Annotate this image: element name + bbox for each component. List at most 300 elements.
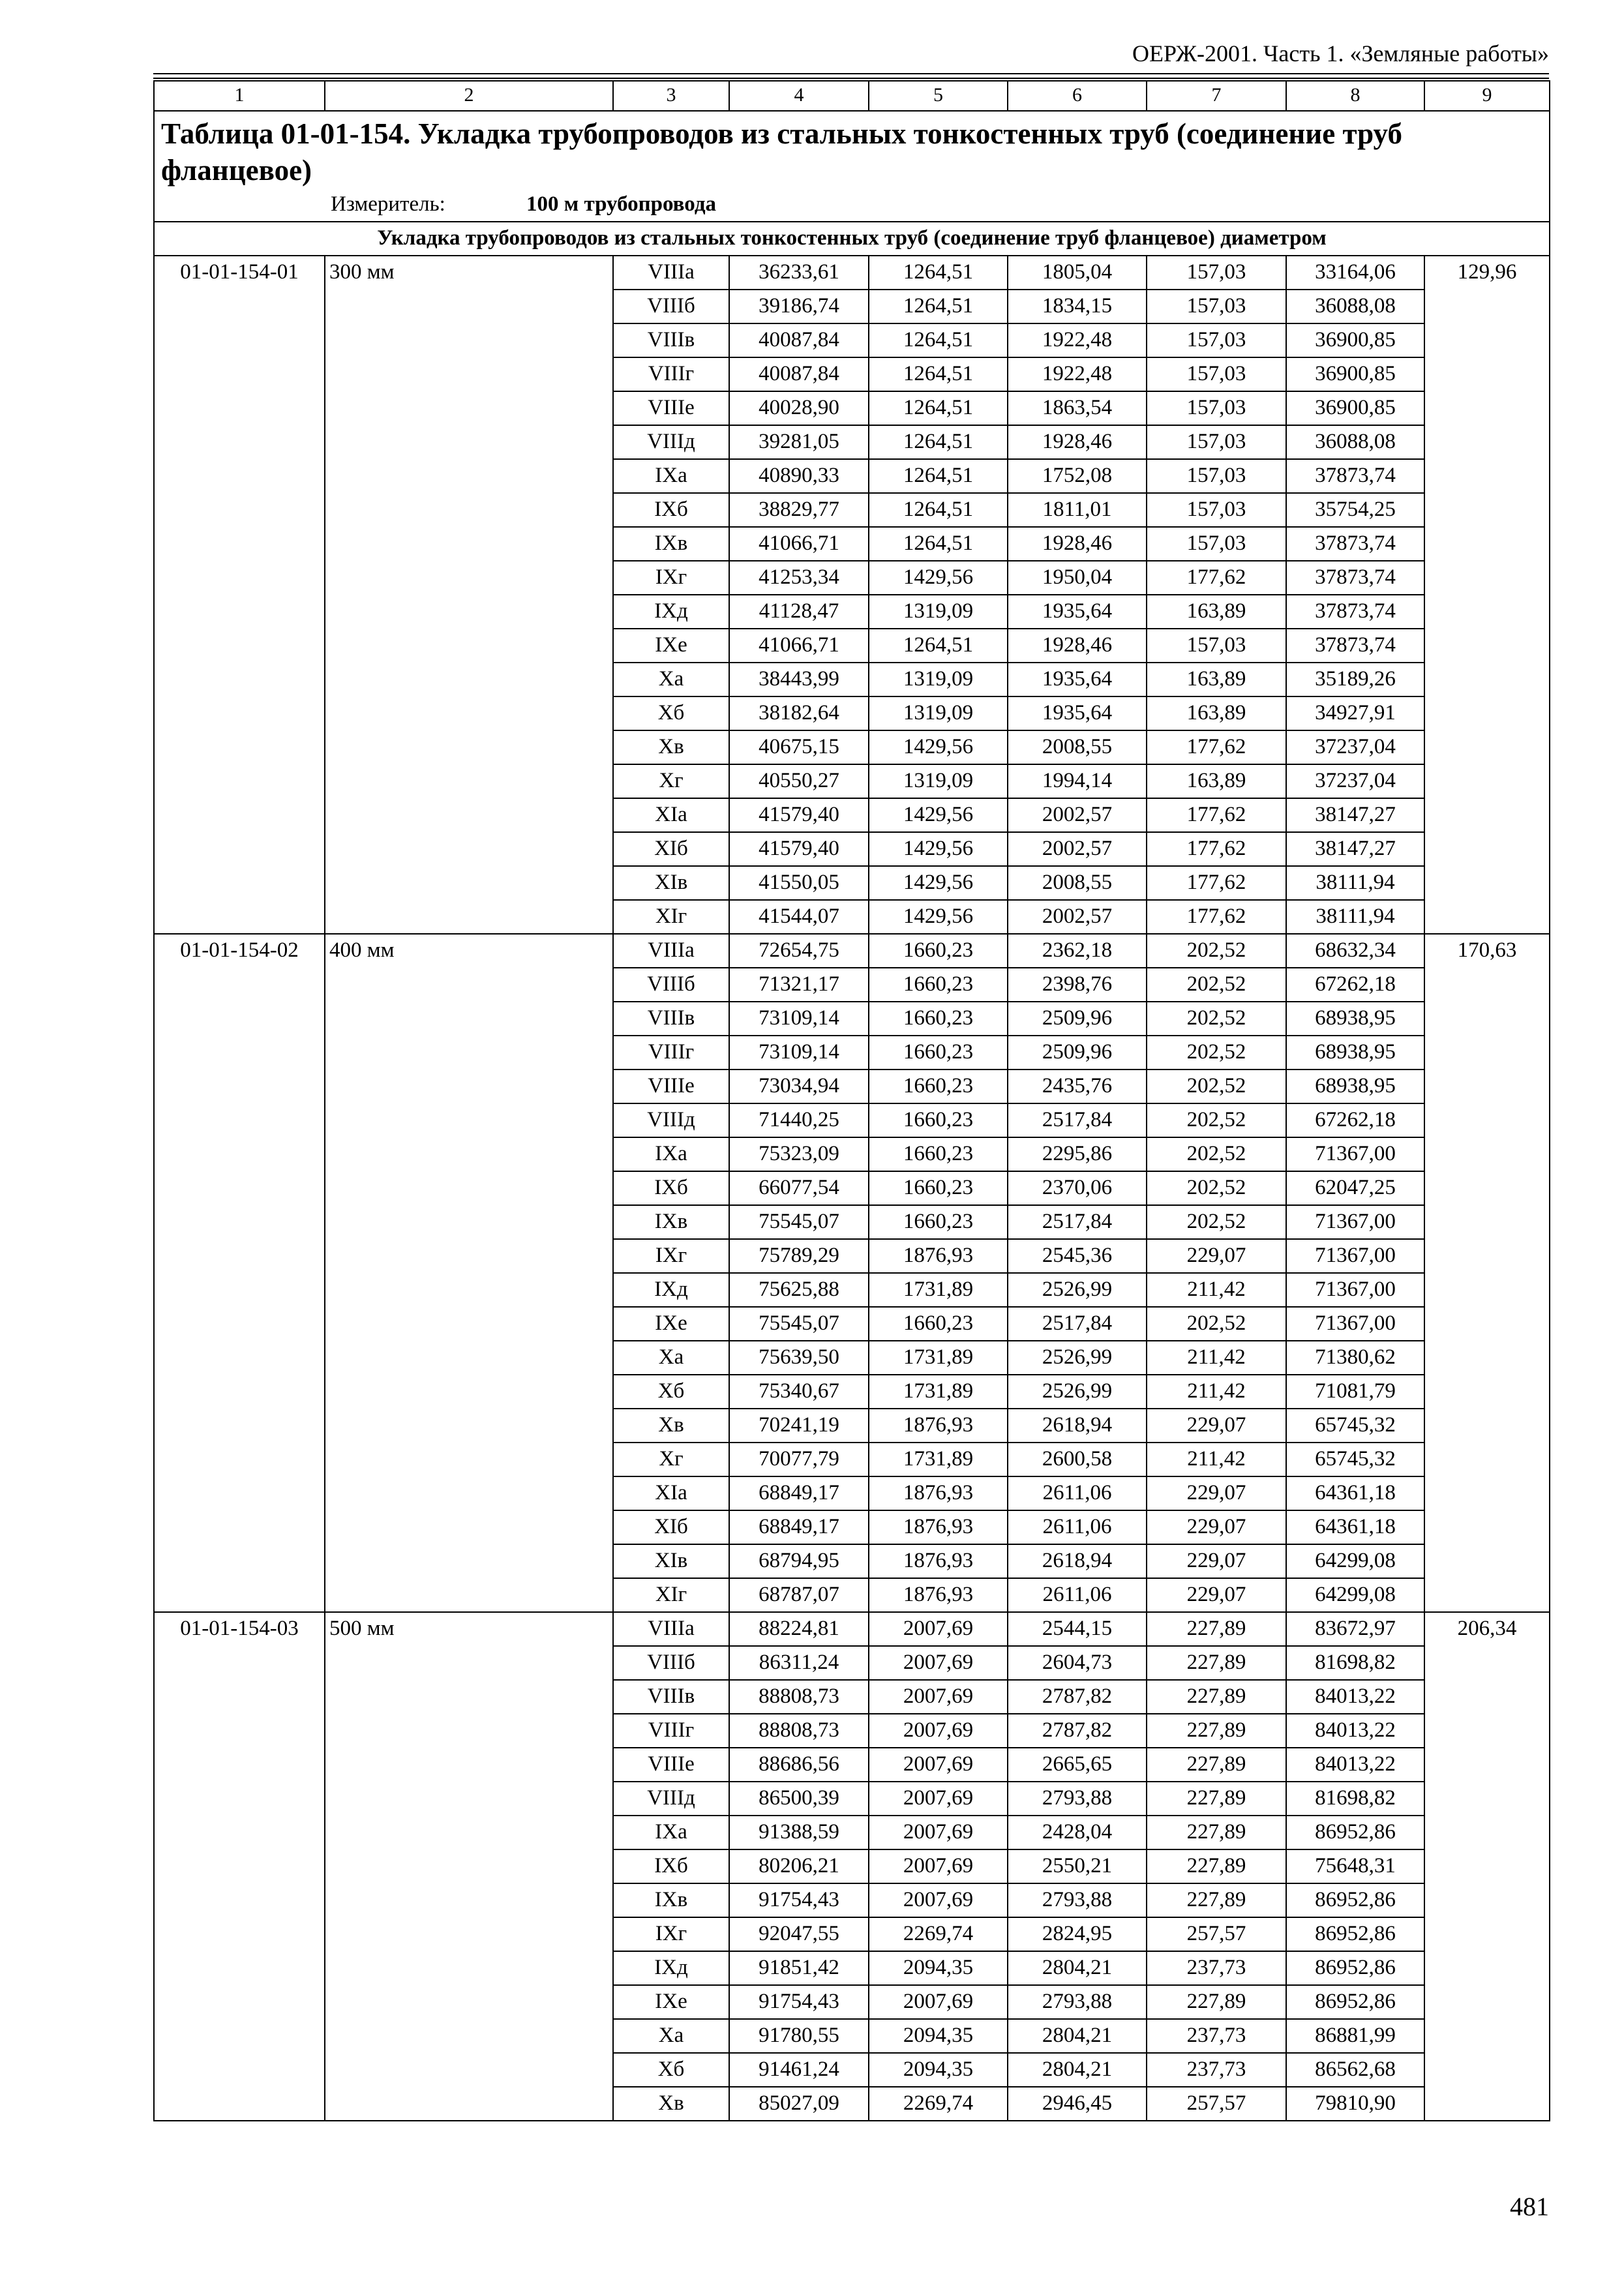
pipe-diameter: [325, 1476, 613, 1510]
total-cost: 73034,94: [729, 1070, 869, 1103]
rate-code: [154, 1137, 325, 1171]
wages: 1660,23: [869, 1036, 1008, 1070]
pipe-diameter: [325, 323, 613, 357]
zone: IXг: [613, 561, 729, 595]
machinist-wages: 211,42: [1147, 1341, 1286, 1375]
machinist-wages: 227,89: [1147, 1782, 1286, 1816]
pipe-diameter: [325, 2053, 613, 2087]
total-cost: 71440,25: [729, 1103, 869, 1137]
rate-code: [154, 1205, 325, 1239]
materials: 37873,74: [1286, 629, 1424, 663]
machines: 2544,15: [1008, 1612, 1147, 1646]
wages: 1319,09: [869, 595, 1008, 629]
rate-code: [154, 2053, 325, 2087]
machinist-wages: 202,52: [1147, 1103, 1286, 1137]
table-row: [154, 629, 1550, 663]
zone: IXе: [613, 629, 729, 663]
zone: VIIIе: [613, 1748, 729, 1782]
table-row: [154, 1375, 1550, 1409]
zone: VIIIа: [613, 256, 729, 290]
labor-cost: [1424, 1137, 1550, 1171]
labor-cost: [1424, 1510, 1550, 1544]
pipe-diameter: [325, 1849, 613, 1883]
machines: 2002,57: [1008, 832, 1147, 866]
materials: 75648,31: [1286, 1849, 1424, 1883]
zone: IXд: [613, 595, 729, 629]
machines: 2526,99: [1008, 1341, 1147, 1375]
total-cost: 40087,84: [729, 357, 869, 391]
zone: IXв: [613, 1205, 729, 1239]
total-cost: 68849,17: [729, 1510, 869, 1544]
rate-code: [154, 1273, 325, 1307]
machinist-wages: 177,62: [1147, 561, 1286, 595]
machinist-wages: 163,89: [1147, 595, 1286, 629]
wages: 1660,23: [869, 1070, 1008, 1103]
table-title-cell: [154, 111, 1550, 188]
rate-code: [154, 663, 325, 696]
total-cost: 40028,90: [729, 391, 869, 425]
wages: 1319,09: [869, 663, 1008, 696]
materials: 67262,18: [1286, 968, 1424, 1002]
machinist-wages: 157,03: [1147, 357, 1286, 391]
total-cost: 40675,15: [729, 730, 869, 764]
zone: VIIIд: [613, 425, 729, 459]
wages: 1876,93: [869, 1239, 1008, 1273]
rate-code: [154, 1375, 325, 1409]
table-row: [154, 1951, 1550, 1985]
pipe-diameter: [325, 1171, 613, 1205]
labor-cost: [1424, 730, 1550, 764]
rate-code: [154, 459, 325, 493]
wages: 1876,93: [869, 1409, 1008, 1443]
total-cost: 75340,67: [729, 1375, 869, 1409]
total-cost: 73109,14: [729, 1036, 869, 1070]
rate-code: [154, 696, 325, 730]
zone: Xг: [613, 764, 729, 798]
wages: 1660,23: [869, 934, 1008, 968]
wages: 1319,09: [869, 696, 1008, 730]
rate-code: [154, 1307, 325, 1341]
zone: IXд: [613, 1273, 729, 1307]
rate-code: [154, 1917, 325, 1951]
total-cost: 91754,43: [729, 1883, 869, 1917]
pipe-diameter: [325, 1002, 613, 1036]
pipe-diameter: [325, 1985, 613, 2019]
total-cost: 80206,21: [729, 1849, 869, 1883]
wages: 1876,93: [869, 1578, 1008, 1612]
rate-code: [154, 1985, 325, 2019]
pipe-diameter: [325, 900, 613, 934]
total-cost: 91461,24: [729, 2053, 869, 2087]
labor-cost: [1424, 1782, 1550, 1816]
labor-cost: [1424, 527, 1550, 561]
labor-cost: [1424, 1103, 1550, 1137]
machinist-wages: 211,42: [1147, 1443, 1286, 1476]
machinist-wages: 163,89: [1147, 663, 1286, 696]
pipe-diameter: [325, 1748, 613, 1782]
measure-value: 100 м трубопровода: [526, 192, 717, 216]
table-row: [154, 357, 1550, 391]
machines: 1805,04: [1008, 256, 1147, 290]
wages: 1429,56: [869, 730, 1008, 764]
machines: 2526,99: [1008, 1273, 1147, 1307]
zone: VIIIд: [613, 1782, 729, 1816]
rate-code: [154, 1816, 325, 1849]
wages: 1264,51: [869, 629, 1008, 663]
materials: 37873,74: [1286, 561, 1424, 595]
total-cost: 91780,55: [729, 2019, 869, 2053]
labor-cost: [1424, 1578, 1550, 1612]
machinist-wages: 202,52: [1147, 1307, 1286, 1341]
pipe-diameter: [325, 663, 613, 696]
total-cost: 85027,09: [729, 2087, 869, 2121]
machines: 1935,64: [1008, 696, 1147, 730]
rate-code: 01-01-154-01: [154, 256, 325, 290]
wages: 2007,69: [869, 1680, 1008, 1714]
zone: VIIIг: [613, 357, 729, 391]
pipe-diameter: [325, 798, 613, 832]
machines: 1935,64: [1008, 595, 1147, 629]
pipe-diameter: [325, 1103, 613, 1137]
machines: 2008,55: [1008, 730, 1147, 764]
total-cost: 41253,34: [729, 561, 869, 595]
column-number: 3: [613, 81, 729, 111]
rate-code: [154, 323, 325, 357]
materials: 64299,08: [1286, 1544, 1424, 1578]
machines: 1922,48: [1008, 357, 1147, 391]
materials: 83672,97: [1286, 1612, 1424, 1646]
wages: 1264,51: [869, 256, 1008, 290]
machinist-wages: 211,42: [1147, 1273, 1286, 1307]
table-row: [154, 1002, 1550, 1036]
materials: 37873,74: [1286, 459, 1424, 493]
pipe-diameter: [325, 1205, 613, 1239]
pipe-diameter: [325, 1951, 613, 1985]
machines: 2509,96: [1008, 1002, 1147, 1036]
zone: Xв: [613, 2087, 729, 2121]
pipe-diameter: [325, 2087, 613, 2121]
wages: 1264,51: [869, 527, 1008, 561]
materials: 67262,18: [1286, 1103, 1424, 1137]
zone: IXв: [613, 1883, 729, 1917]
total-cost: 68794,95: [729, 1544, 869, 1578]
table-row: [154, 1239, 1550, 1273]
labor-cost: 170,63: [1424, 934, 1550, 968]
machines: 2804,21: [1008, 2019, 1147, 2053]
zone: XIб: [613, 832, 729, 866]
labor-cost: [1424, 1476, 1550, 1510]
zone: IXа: [613, 1816, 729, 1849]
pipe-diameter: [325, 1273, 613, 1307]
column-number: 5: [869, 81, 1008, 111]
zone: XIг: [613, 900, 729, 934]
wages: 2094,35: [869, 1951, 1008, 1985]
pipe-diameter: [325, 1137, 613, 1171]
total-cost: 70241,19: [729, 1409, 869, 1443]
materials: 33164,06: [1286, 256, 1424, 290]
labor-cost: [1424, 493, 1550, 527]
zone: XIб: [613, 1510, 729, 1544]
column-number: 7: [1147, 81, 1286, 111]
wages: 1264,51: [869, 391, 1008, 425]
materials: 84013,22: [1286, 1680, 1424, 1714]
labor-cost: [1424, 2053, 1550, 2087]
machines: 2618,94: [1008, 1409, 1147, 1443]
rate-code: 01-01-154-03: [154, 1612, 325, 1646]
rate-code: [154, 900, 325, 934]
materials: 81698,82: [1286, 1782, 1424, 1816]
column-number: 8: [1286, 81, 1424, 111]
zone: VIIIа: [613, 1612, 729, 1646]
table-row: [154, 764, 1550, 798]
wages: 1264,51: [869, 357, 1008, 391]
machines: 2526,99: [1008, 1375, 1147, 1409]
pipe-diameter: [325, 832, 613, 866]
table-row: [154, 696, 1550, 730]
column-number: 2: [325, 81, 613, 111]
zone: VIIIе: [613, 391, 729, 425]
pipe-diameter: [325, 1070, 613, 1103]
machines: 2517,84: [1008, 1307, 1147, 1341]
total-cost: 40890,33: [729, 459, 869, 493]
table-row: [154, 595, 1550, 629]
zone: Xб: [613, 696, 729, 730]
machinist-wages: 202,52: [1147, 1205, 1286, 1239]
rate-code: [154, 561, 325, 595]
materials: 62047,25: [1286, 1171, 1424, 1205]
rate-code: [154, 832, 325, 866]
machinist-wages: 227,89: [1147, 1714, 1286, 1748]
zone: VIIIд: [613, 1103, 729, 1137]
materials: 34927,91: [1286, 696, 1424, 730]
machines: 2611,06: [1008, 1578, 1147, 1612]
pipe-diameter: [325, 1239, 613, 1273]
machinist-wages: 202,52: [1147, 1036, 1286, 1070]
labor-cost: [1424, 1375, 1550, 1409]
total-cost: 75789,29: [729, 1239, 869, 1273]
column-number: 9: [1424, 81, 1550, 111]
table-row: [154, 1883, 1550, 1917]
wages: 1319,09: [869, 764, 1008, 798]
labor-cost: [1424, 900, 1550, 934]
machinist-wages: 157,03: [1147, 391, 1286, 425]
materials: 36900,85: [1286, 357, 1424, 391]
labor-cost: [1424, 1070, 1550, 1103]
rate-code: [154, 1510, 325, 1544]
labor-cost: 206,34: [1424, 1612, 1550, 1646]
wages: 1660,23: [869, 1103, 1008, 1137]
rate-code: [154, 1409, 325, 1443]
machines: 2517,84: [1008, 1205, 1147, 1239]
rate-code: [154, 1239, 325, 1273]
column-number: 4: [729, 81, 869, 111]
rate-code: [154, 629, 325, 663]
pipe-diameter: [325, 968, 613, 1002]
materials: 37237,04: [1286, 730, 1424, 764]
labor-cost: [1424, 323, 1550, 357]
measure-cell: [154, 188, 1550, 222]
labor-cost: [1424, 1002, 1550, 1036]
materials: 86881,99: [1286, 2019, 1424, 2053]
pipe-diameter: [325, 1782, 613, 1816]
table-row: [154, 2087, 1550, 2121]
wages: 1429,56: [869, 900, 1008, 934]
machines: 2793,88: [1008, 1782, 1147, 1816]
pipe-diameter: [325, 1375, 613, 1409]
labor-cost: [1424, 1205, 1550, 1239]
labor-cost: [1424, 968, 1550, 1002]
materials: 36900,85: [1286, 323, 1424, 357]
table-row: [154, 1782, 1550, 1816]
materials: 86952,86: [1286, 1917, 1424, 1951]
machinist-wages: 237,73: [1147, 2053, 1286, 2087]
table-row: [154, 866, 1550, 900]
total-cost: 36233,61: [729, 256, 869, 290]
machinist-wages: 237,73: [1147, 2019, 1286, 2053]
table-row: [154, 391, 1550, 425]
machinist-wages: 163,89: [1147, 696, 1286, 730]
labor-cost: [1424, 663, 1550, 696]
machines: 2611,06: [1008, 1476, 1147, 1510]
wages: 2007,69: [869, 1816, 1008, 1849]
machinist-wages: 227,89: [1147, 1816, 1286, 1849]
pipe-diameter: [325, 1646, 613, 1680]
labor-cost: [1424, 1849, 1550, 1883]
zone: XIа: [613, 1476, 729, 1510]
materials: 68938,95: [1286, 1002, 1424, 1036]
labor-cost: [1424, 595, 1550, 629]
pipe-diameter: [325, 1917, 613, 1951]
total-cost: 75323,09: [729, 1137, 869, 1171]
machines: 1863,54: [1008, 391, 1147, 425]
materials: 68938,95: [1286, 1070, 1424, 1103]
zone: Xб: [613, 1375, 729, 1409]
rate-code: [154, 2087, 325, 2121]
machines: 2002,57: [1008, 900, 1147, 934]
machines: 2002,57: [1008, 798, 1147, 832]
zone: IXе: [613, 1307, 729, 1341]
wages: 1429,56: [869, 866, 1008, 900]
rate-code: [154, 2019, 325, 2053]
machinist-wages: 157,03: [1147, 459, 1286, 493]
table-row: [154, 968, 1550, 1002]
zone: IXа: [613, 459, 729, 493]
pipe-diameter: [325, 1341, 613, 1375]
zone: IXб: [613, 1171, 729, 1205]
table-row: [154, 1849, 1550, 1883]
zone: VIIIг: [613, 1036, 729, 1070]
materials: 71367,00: [1286, 1205, 1424, 1239]
machines: 2600,58: [1008, 1443, 1147, 1476]
zone: IXб: [613, 493, 729, 527]
wages: 1660,23: [869, 1205, 1008, 1239]
zone: XIа: [613, 798, 729, 832]
rate-code: [154, 1714, 325, 1748]
wages: 2269,74: [869, 2087, 1008, 2121]
labor-cost: [1424, 1816, 1550, 1849]
machines: 1935,64: [1008, 663, 1147, 696]
materials: 86562,68: [1286, 2053, 1424, 2087]
machinist-wages: 177,62: [1147, 832, 1286, 866]
machinist-wages: 257,57: [1147, 1917, 1286, 1951]
total-cost: 41579,40: [729, 798, 869, 832]
table-row: [154, 1646, 1550, 1680]
zone: VIIIб: [613, 290, 729, 323]
table-row: [154, 493, 1550, 527]
zone: VIIIв: [613, 323, 729, 357]
table-row: [154, 1205, 1550, 1239]
materials: 36900,85: [1286, 391, 1424, 425]
materials: 71367,00: [1286, 1307, 1424, 1341]
machines: 1752,08: [1008, 459, 1147, 493]
machines: 1950,04: [1008, 561, 1147, 595]
table-row: [154, 425, 1550, 459]
materials: 68938,95: [1286, 1036, 1424, 1070]
rate-code: [154, 798, 325, 832]
labor-cost: [1424, 1748, 1550, 1782]
pipe-diameter: 400 мм: [325, 934, 613, 968]
pipe-diameter: [325, 527, 613, 561]
machinist-wages: 177,62: [1147, 866, 1286, 900]
rate-code: [154, 1341, 325, 1375]
wages: 2007,69: [869, 1849, 1008, 1883]
machines: 2804,21: [1008, 2053, 1147, 2087]
rate-code: [154, 1476, 325, 1510]
machines: 2517,84: [1008, 1103, 1147, 1137]
zone: XIг: [613, 1578, 729, 1612]
machinist-wages: 237,73: [1147, 1951, 1286, 1985]
labor-cost: [1424, 764, 1550, 798]
zone: XIв: [613, 1544, 729, 1578]
zone: Xа: [613, 663, 729, 696]
rate-code: [154, 1849, 325, 1883]
labor-cost: [1424, 290, 1550, 323]
materials: 64299,08: [1286, 1578, 1424, 1612]
rate-code: [154, 1951, 325, 1985]
table-row: [154, 256, 1550, 290]
total-cost: 88224,81: [729, 1612, 869, 1646]
materials: 38147,27: [1286, 798, 1424, 832]
materials: 86952,86: [1286, 1883, 1424, 1917]
table-row: [154, 934, 1550, 968]
machinist-wages: 227,89: [1147, 1748, 1286, 1782]
rate-code: [154, 1883, 325, 1917]
zone: IXд: [613, 1951, 729, 1985]
labor-cost: [1424, 1307, 1550, 1341]
labor-cost: [1424, 832, 1550, 866]
labor-cost: [1424, 696, 1550, 730]
total-cost: 91388,59: [729, 1816, 869, 1849]
labor-cost: [1424, 391, 1550, 425]
labor-cost: [1424, 1273, 1550, 1307]
column-number: 6: [1008, 81, 1147, 111]
table-row: [154, 323, 1550, 357]
rate-code: [154, 764, 325, 798]
labor-cost: [1424, 1544, 1550, 1578]
table-row: [154, 1544, 1550, 1578]
labor-cost: [1424, 1714, 1550, 1748]
materials: 84013,22: [1286, 1748, 1424, 1782]
machinist-wages: 202,52: [1147, 934, 1286, 968]
materials: 71081,79: [1286, 1375, 1424, 1409]
labor-cost: [1424, 425, 1550, 459]
zone: VIIIб: [613, 968, 729, 1002]
wages: 1429,56: [869, 798, 1008, 832]
wages: 2269,74: [869, 1917, 1008, 1951]
zone: VIIIг: [613, 1714, 729, 1748]
labor-cost: [1424, 1883, 1550, 1917]
rate-code: [154, 391, 325, 425]
